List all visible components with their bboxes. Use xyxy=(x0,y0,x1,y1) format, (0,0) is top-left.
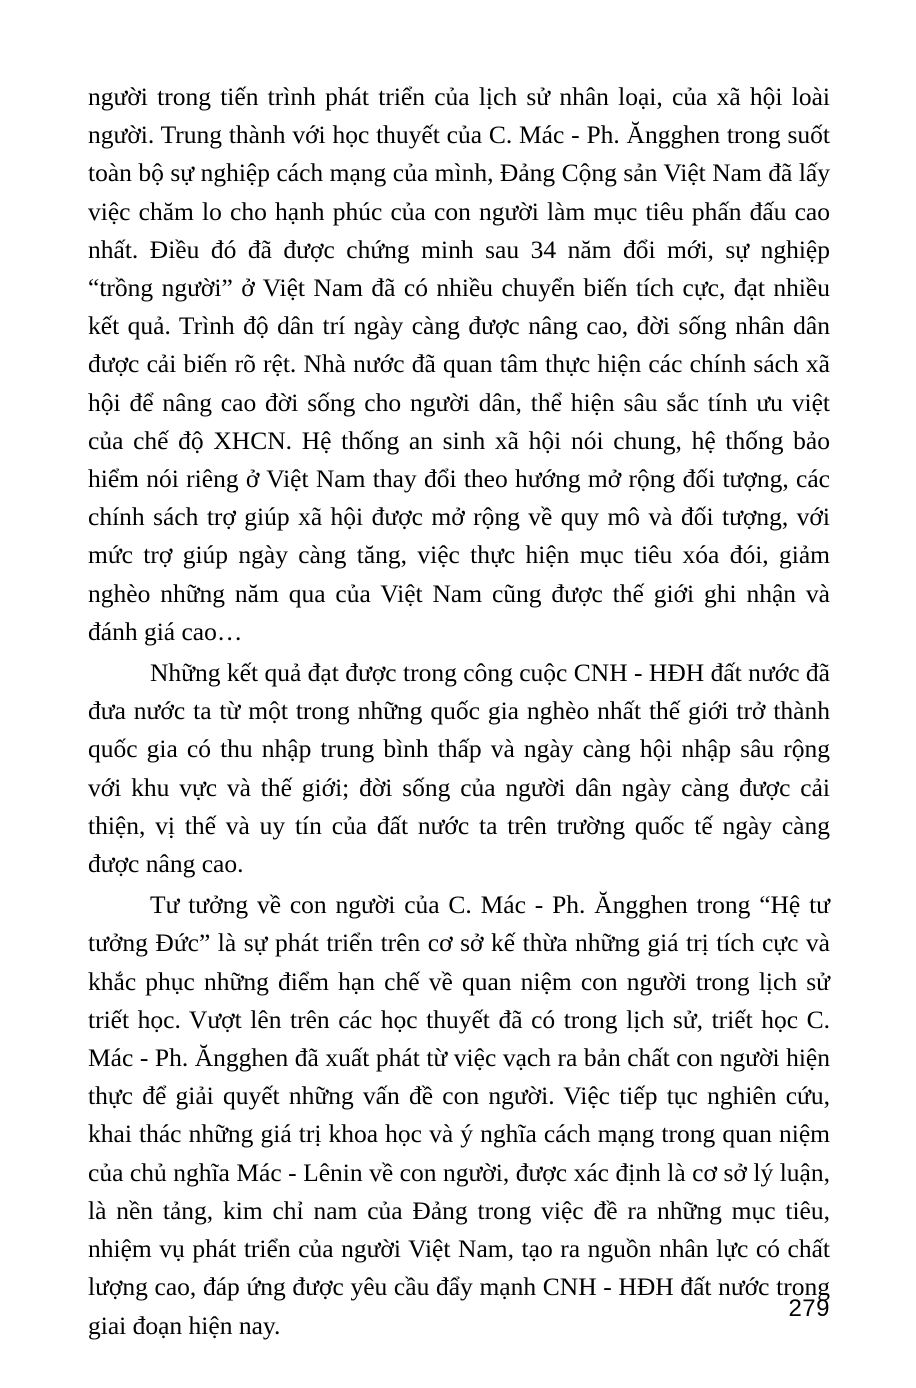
body-paragraph-1: người trong tiến trình phát triển của lịch sử nhân loại, của xã hội loài người. Trung thành với học thuyết của C. Mác - Ph. Ăngghen trong suốt toàn bộ sự nghiệp cách mạng của mình, Đảng Cộng sản Việt Nam đã lấy việc chăm lo cho hạnh phúc của con người làm mục tiêu phấn đấu cao nhất. Điều đó đã được chứng minh sau 34 năm đổi mới, sự nghiệp “trồng người” ở Việt Nam đã có nhiều chuyển biến tích cực, đạt nhiều kết quả. Trình độ dân trí ngày càng được nâng cao, đời sống nhân dân được cải biến rõ rệt. Nhà nước đã quan tâm thực hiện các chính sách xã hội để nâng cao đời sống cho người dân, thể hiện sâu sắc tính ưu việt của chế độ XHCN. Hệ thống an sinh xã hội nói chung, hệ thống bảo hiểm nói riêng ở Việt Nam thay đổi theo hướng mở rộng đối tượng, các chính sách trợ giúp xã hội được mở rộng về quy mô và đối tượng, với mức trợ giúp ngày càng tăng, việc thực hiện mục tiêu xóa đói, giảm nghèo những năm qua của Việt Nam cũng được thế giới ghi nhận và đánh giá cao… xyxy=(88,82,830,646)
body-paragraph-2: Những kết quả đạt được trong công cuộc CNH - HĐH đất nước đã đưa nước ta từ một trong những quốc gia nghèo nhất thế giới trở thành quốc gia có thu nhập trung bình thấp và ngày càng hội nhập sâu rộng với khu vực và thế giới; đời sống của người dân ngày càng được cải thiện, vị thế và uy tín của đất nước ta trên trường quốc tế ngày càng được nâng cao. xyxy=(88,658,830,879)
page-number: 279 xyxy=(788,1295,830,1322)
page-text-body xyxy=(88,78,830,1345)
body-paragraph-3: Tư tưởng về con người của C. Mác - Ph. Ăngghen trong “Hệ tư tưởng Đức” là sự phát triển trên cơ sở kế thừa những giá trị tích cực và khắc phục những điểm hạn chế về quan niệm con người trong lịch sử triết học. Vượt lên trên các học thuyết đã có trong lịch sử, triết học C. Mác - Ph. Ăngghen đã xuất phát từ việc vạch ra bản chất con người hiện thực để giải quyết những vấn đề con người. Việc tiếp tục nghiên cứu, khai thác những giá trị khoa học và ý nghĩa cách mạng trong quan niệm của chủ nghĩa Mác - Lênin về con người, được xác định là cơ sở lý luận, là nền tảng, kim chỉ nam của Đảng trong việc đề ra những mục tiêu, nhiệm vụ phát triển của người Việt Nam, tạo ra nguồn nhân lực có chất lượng cao, đáp ứng được yêu cầu đẩy mạnh CNH - HĐH đất nước trong giai đoạn hiện nay. xyxy=(88,890,830,1340)
